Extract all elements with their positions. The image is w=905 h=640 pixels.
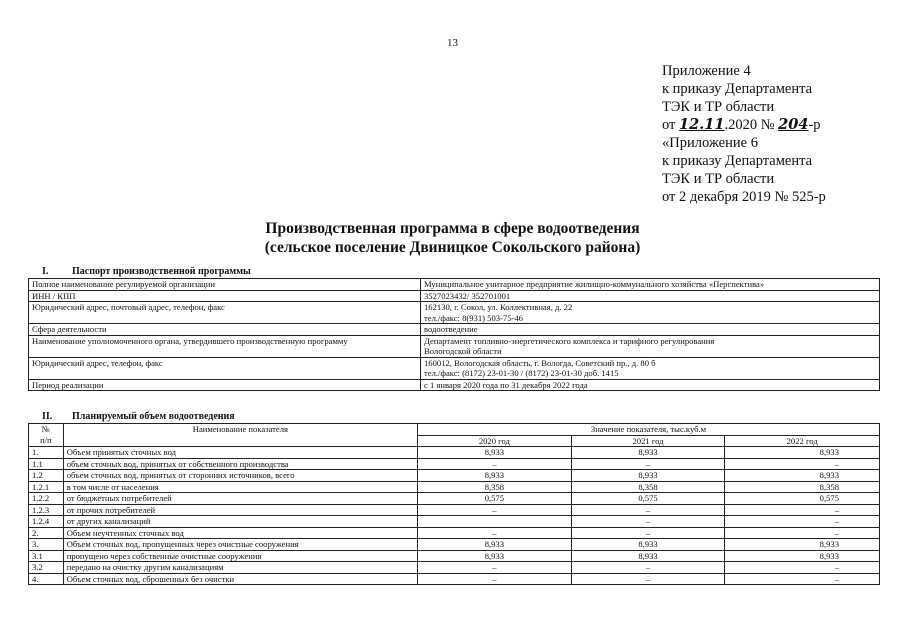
row-name: в том числе от населения [63,481,417,493]
row-value-2021: – [571,573,725,585]
order-date-prefix: от [662,117,680,133]
row-value-2020: – [418,562,572,574]
table-row [29,504,880,516]
row-value-2022: 0,575 [725,493,880,505]
header-number-line: № [41,424,50,434]
row-value-2021: 8,933 [571,539,725,551]
row-name: Объем принятых сточных вод [63,447,417,459]
row-value-2021: – [571,504,725,516]
row-value-2021: 8,933 [571,447,725,459]
order-day-handwritten: 12 [679,116,700,133]
row-value-2022: – [725,516,880,528]
column-header-year: 2021 год [571,435,725,447]
row-name: от прочих потребителей [63,504,417,516]
passport-key: ИНН / КПП [29,290,421,302]
passport-value: 3527023432/ 352701001 [421,290,880,302]
section-2-heading [42,411,235,422]
column-header-name: Наименование показателя [63,424,417,447]
passport-key: Наименование уполномоченного органа, утвердившего производственную программу [29,335,421,357]
volume-table [28,423,880,585]
row-value-2020 [418,516,572,528]
section-1-number: I. [42,266,49,277]
table-row [29,357,880,379]
row-number: 4. [29,573,64,585]
page-number: 13 [447,37,458,49]
row-value-2021: 8,358 [571,481,725,493]
row-value-2022: – [725,504,880,516]
row-value-2020: – [418,458,572,470]
table-row [29,290,880,302]
row-value-2020: – [418,504,572,516]
section-2-number: II. [42,411,53,422]
order-suffix: -р [808,117,821,133]
row-value-2020: 8,358 [418,481,572,493]
passport-key: Юридический адрес, почтовый адрес, телефон, факс [29,302,421,324]
table-row [29,470,880,482]
row-value-2020: 8,933 [418,447,572,459]
table-row [29,481,880,493]
row-value-2020: 0,575 [418,493,572,505]
passport-key: Период реализации [29,379,421,391]
row-value-2022: – [725,458,880,470]
row-number: 1.2.2 [29,493,64,505]
passport-value-line: тел./факс: 8(931) 503-75-46 [424,312,523,323]
row-number: 3.2 [29,562,64,574]
row-number: 3.1 [29,550,64,562]
passport-key: Полное наименование регулируемой организации [29,279,421,291]
row-value-2021: – [571,458,725,470]
row-value-2021: – [571,527,725,539]
row-name: передано на очистку другим канализациям [63,562,417,574]
row-value-2022: 8,933 [725,539,880,551]
passport-value [421,302,880,324]
row-value-2020: 8,933 [418,550,572,562]
row-number: 1.2.1 [29,481,64,493]
order-month-handwritten: .11 [699,116,725,133]
appendix-line-1: Приложение 4 [662,63,751,79]
appendix-block [662,62,902,206]
passport-value: с 1 января 2020 года по 31 декабря 2022 года [421,379,880,391]
row-value-2022: 8,933 [725,447,880,459]
section-2-title: Планируемый объем водоотведения [72,411,235,422]
order-year: .2020 № [724,117,779,133]
row-value-2020: 8,933 [418,470,572,482]
appendix-line-8: от 2 декабря 2019 № 525-р [662,189,826,205]
header-number-line: п/п [40,434,52,445]
row-value-2022: 8,933 [725,550,880,562]
row-name: Объем неучтенных сточных вод [63,527,417,539]
row-name: пропущено через собственные очистные сооружения [63,550,417,562]
passport-value-line: 162130, г. Сокол, ул. Коллективная, д. 22 [424,302,573,312]
table-row [29,279,880,291]
row-value-2021: – [571,516,725,528]
passport-value: водоотведение [421,324,880,336]
row-value-2022: – [725,527,880,539]
column-header-value: Значение показателя, тыс.куб.м [418,424,880,436]
appendix-line-2: к приказу Департамента [662,81,813,97]
table-row [29,493,880,505]
passport-table [28,278,880,391]
row-value-2020: 8,933 [418,539,572,551]
title-line-2: (сельское поселение Двиницкое Сокольского района) [264,239,641,256]
table-row [29,550,880,562]
passport-value [421,335,880,357]
row-number: 1.1 [29,458,64,470]
row-number: 1.2.3 [29,504,64,516]
row-name: от бюджетных потребителей [63,493,417,505]
column-header-year: 2022 год [725,435,880,447]
row-name: объем сточных вод, принятых от сторонних источников, всего [63,470,417,482]
passport-value-line: Вологодской области [424,346,502,356]
row-value-2021: 0,575 [571,493,725,505]
row-number: 3. [29,539,64,551]
row-value-2021: 8,933 [571,470,725,482]
table-row [29,447,880,459]
passport-value-line: тел./факс: (8172) 23-01-30 / (8172) 23-01-30 доб. 1415 [424,368,619,378]
row-name: от других канализаций [63,516,417,528]
appendix-line-3: ТЭК и ТР области [662,99,775,115]
row-number: 1.2.4 [29,516,64,528]
passport-value [421,357,880,379]
table-row [29,527,880,539]
table-row [29,562,880,574]
table-row [29,516,880,528]
document-title [0,219,905,257]
row-value-2020: – [418,573,572,585]
section-1-title: Паспорт производственной программы [72,266,251,277]
table-row [29,458,880,470]
appendix-line-4 [662,116,902,134]
table-row [29,324,880,336]
passport-key: Сфера деятельности [29,324,421,336]
passport-key: Юридический адрес, телефон, факс [29,357,421,379]
table-row [29,302,880,324]
row-number: 1.2 [29,470,64,482]
row-value-2020: – [418,527,572,539]
row-name: объем сточных вод, принятых от собственного производства [63,458,417,470]
row-value-2022: – [725,573,880,585]
column-header-year: 2020 год [418,435,572,447]
row-value-2021: 8,933 [571,550,725,562]
row-value-2022: – [725,562,880,574]
row-value-2022: 8,933 [725,470,880,482]
row-number: 1. [29,447,64,459]
table-row [29,335,880,357]
table-row [29,573,880,585]
section-1-heading [42,266,251,277]
table-row [29,379,880,391]
passport-value-line: Департамент топливно-энергетического комплекса и тарифного регулирования [424,335,715,346]
passport-value: Муниципальное унитарное предприятие жилищно-коммунального хозяйства «Перспектива» [421,279,880,291]
passport-value-line: 160012, Вологодская область, г. Вологда, Советский пр., д. 80 б [424,357,656,368]
title-line-1: Производственная программа в сфере водоотведения [265,220,640,237]
table-row [29,539,880,551]
order-number-handwritten: 204 [778,116,809,133]
appendix-line-6: к приказу Департамента [662,153,813,169]
appendix-line-7: ТЭК и ТР области [662,171,775,187]
table-header-row [29,424,880,436]
column-header-number [29,424,64,447]
row-number: 2. [29,527,64,539]
row-value-2021: – [571,562,725,574]
appendix-line-5: «Приложение 6 [662,135,758,151]
row-name: Объем сточных вод, пропущенных через очистные сооружения [63,539,417,551]
row-value-2022: 8,358 [725,481,880,493]
row-name: Объем сточных вод, сброшенных без очистки [63,573,417,585]
